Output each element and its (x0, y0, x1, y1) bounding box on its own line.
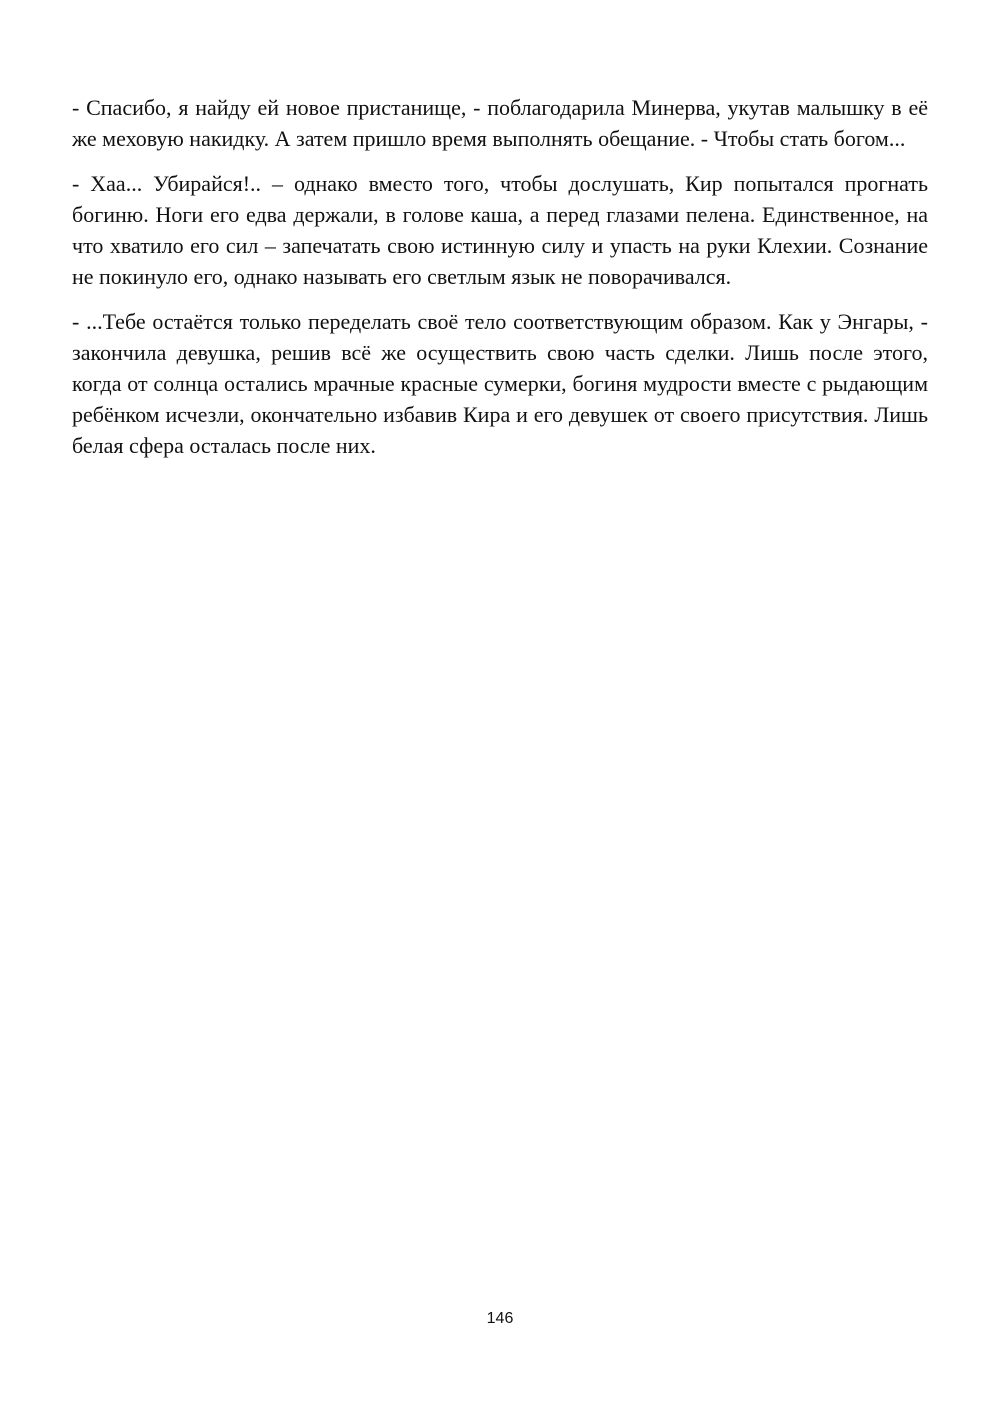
paragraph-3: - ...Тебе остаётся только переделать своё тело соответствующим образом. Как у Энгары, - закончила девушка, решив всё же осуществить свою часть сделки. Лишь после этого, когда от солнца остались мрачные красные сумерки, богиня мудрости вместе с рыдающим ребёнком исчезли, окончательно избавив Кира и его девушек от своего присутствия. Лишь белая сфера осталась после них. (72, 309, 928, 458)
body-text (72, 92, 928, 475)
paragraph-1: - Спасибо, я найду ей новое пристанище, - поблагодарила Минерва, укутав малышку в её же меховую накидку. А затем пришло время выполнять обещание. - Чтобы стать богом... (72, 95, 928, 151)
paragraph-2: - Хаа... Убирайся!.. – однако вместо того, чтобы дослушать, Кир попытался прогнать богиню. Ноги его едва держали, в голове каша, а перед глазами пелена. Единственное, на что хватило его сил – запечатать свою истинную силу и упасть на руки Клехии. Сознание не покинуло его, однако называть его светлым язык не поворачивался. (72, 171, 928, 289)
page-number: 146 (486, 1310, 514, 1327)
